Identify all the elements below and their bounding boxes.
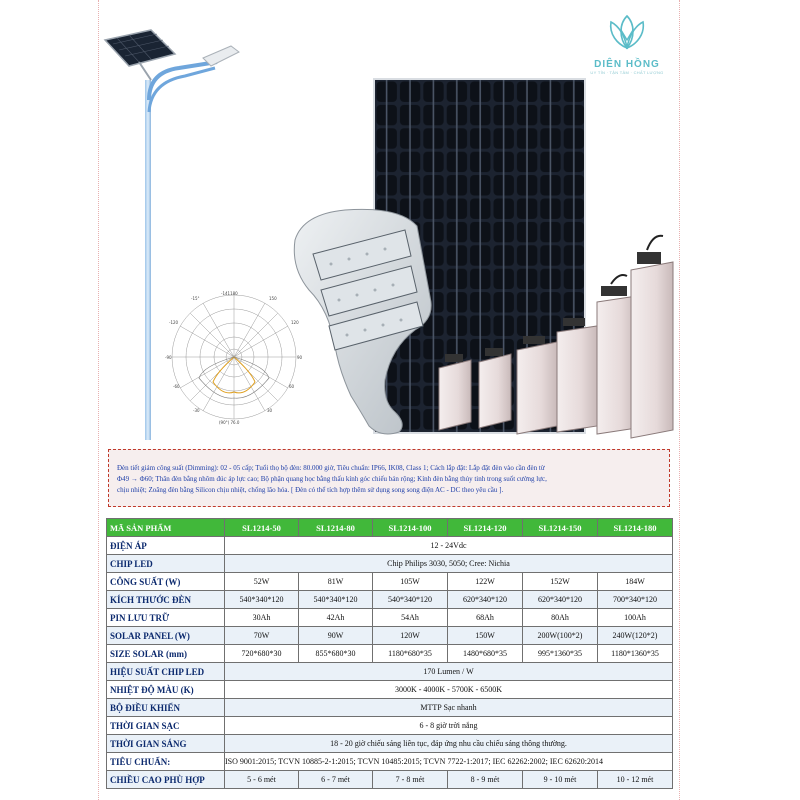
- row-label: ĐIỆN ÁP: [107, 537, 225, 555]
- row-cell: 68Ah: [448, 609, 523, 627]
- row-cell: 995*1360*35: [523, 645, 598, 663]
- row-cell: 1480*680*35: [448, 645, 523, 663]
- specification-table: [106, 518, 673, 789]
- polar-label: 150: [269, 296, 277, 301]
- row-cell: 540*340*120: [373, 591, 448, 609]
- row-cell: 1180*1360*35: [598, 645, 673, 663]
- row-cell: 184W: [598, 573, 673, 591]
- row-label: THỜI GIAN SÁNG: [107, 735, 225, 753]
- table-row: [107, 627, 673, 645]
- table-row: [107, 753, 673, 771]
- model-cell: SL1214-150: [523, 519, 598, 537]
- table-row: [107, 735, 673, 753]
- row-cell: 105W: [373, 573, 448, 591]
- row-label: HIỆU SUẤT CHIP LED: [107, 663, 225, 681]
- table-row: [107, 609, 673, 627]
- row-cell: 150W: [448, 627, 523, 645]
- polar-label: 60: [289, 384, 295, 389]
- row-cell: 540*340*120: [225, 591, 299, 609]
- polar-label: 30: [267, 408, 273, 413]
- row-cell: 152W: [523, 573, 598, 591]
- polar-label: 120: [291, 320, 299, 325]
- description-line: Φ49 → Φ60; Thân đèn bằng nhôm đúc áp lực cao; Bộ phận quang học bằng thấu kính góc chiếu bán rộng; Kính đèn bằng thủy tinh trong suốt cường lực,: [117, 475, 547, 483]
- solar-street-light-pole: [105, 30, 239, 440]
- catalog-page: [98, 0, 680, 800]
- row-cell: 5 - 6 mét: [225, 771, 299, 789]
- polar-label: -60: [173, 384, 180, 389]
- description-line: chịu nhiệt; Zoăng đèn bằng Silicon chịu nhiệt, chống lão hóa. [ Đèn có thể tích hợp thêm sử dụng song song điện AC - DC theo yêu cầu ].: [117, 486, 504, 494]
- row-value: 6 - 8 giờ trời nắng: [225, 717, 673, 735]
- row-cell: 80Ah: [523, 609, 598, 627]
- row-value: Chip Philips 3030, 5050; Cree: Nichia: [225, 555, 673, 573]
- row-cell: 720*680*30: [225, 645, 299, 663]
- model-cell: SL1214-80: [299, 519, 373, 537]
- polar-label: 90: [297, 355, 303, 360]
- row-cell: 620*340*120: [523, 591, 598, 609]
- row-cell: 52W: [225, 573, 299, 591]
- row-value: 18 - 20 giờ chiếu sáng liên tục, đáp ứng nhu cầu chiếu sáng thông thường.: [225, 735, 673, 753]
- row-cell: 9 - 10 mét: [523, 771, 598, 789]
- row-cell: 90W: [299, 627, 373, 645]
- table-row: [107, 645, 673, 663]
- table-row: [107, 537, 673, 555]
- lotus-logo-icon: [605, 12, 649, 52]
- brand-name: DIÊN HỒNG: [594, 59, 660, 70]
- row-cell: 240W(120*2): [598, 627, 673, 645]
- table-row: [107, 591, 673, 609]
- product-description: [108, 449, 670, 507]
- table-row: [107, 699, 673, 717]
- row-cell: 70W: [225, 627, 299, 645]
- polar-label: -90: [165, 355, 172, 360]
- brand-logo: [587, 12, 667, 75]
- row-label: SIZE SOLAR (mm): [107, 645, 225, 663]
- row-cell: 81W: [299, 573, 373, 591]
- row-label: CHIP LED: [107, 555, 225, 573]
- model-cell: SL1214-120: [448, 519, 523, 537]
- table-header-row: [107, 519, 673, 537]
- row-cell: 122W: [448, 573, 523, 591]
- row-cell: 8 - 9 mét: [448, 771, 523, 789]
- row-cell: 6 - 7 mét: [299, 771, 373, 789]
- row-cell: 700*340*120: [598, 591, 673, 609]
- model-cell: SL1214-180: [598, 519, 673, 537]
- row-cell: 620*340*120: [448, 591, 523, 609]
- header-label: MÃ SẢN PHẨM: [107, 519, 225, 537]
- row-label: TIÊU CHUẨN:: [107, 753, 225, 771]
- row-cell: 120W: [373, 627, 448, 645]
- row-cell: 42Ah: [299, 609, 373, 627]
- row-label: PIN LƯU TRỮ: [107, 609, 225, 627]
- table-row: [107, 573, 673, 591]
- polar-label: (90°) 76.0: [219, 420, 240, 425]
- row-value: MTTP Sạc nhanh: [225, 699, 673, 717]
- table-row: [107, 681, 673, 699]
- row-cell: 540*340*120: [299, 591, 373, 609]
- row-cell: 100Ah: [598, 609, 673, 627]
- model-cell: SL1214-50: [225, 519, 299, 537]
- table-row: [107, 555, 673, 573]
- row-label: CHIỀU CAO PHÙ HỢP: [107, 771, 225, 789]
- table-row: [107, 717, 673, 735]
- row-label: THỜI GIAN SẠC: [107, 717, 225, 735]
- row-cell: 10 - 12 mét: [598, 771, 673, 789]
- row-label: KÍCH THƯỚC ĐÈN: [107, 591, 225, 609]
- row-value: ISO 9001:2015; TCVN 10885-2-1:2015; TCVN 10485:2015; TCVN 7722-1:2017; IEC 62262:2002; IEC 62620:2014: [225, 753, 673, 771]
- polar-label: -30: [193, 408, 200, 413]
- row-cell: 54Ah: [373, 609, 448, 627]
- polar-label: -15°: [191, 296, 200, 301]
- row-cell: 200W(100*2): [523, 627, 598, 645]
- row-label: SOLAR PANEL (W): [107, 627, 225, 645]
- table-row: [107, 663, 673, 681]
- row-cell: 30Ah: [225, 609, 299, 627]
- description-line: Đèn tiết giảm công suất (Dimming): 02 - 05 cấp; Tuổi thọ bộ đèn: 80.000 giờ, Tiêu chuẩn: IP66, IK08, Class 1; Cách lắp đặt: Lắp đặt đèn vào cần đèn từ: [117, 464, 545, 472]
- svg-text:-141180: -141180: [221, 291, 238, 296]
- table-row: [107, 771, 673, 789]
- row-label: BỘ ĐIỀU KHIỂN: [107, 699, 225, 717]
- polar-label: -120: [169, 320, 179, 325]
- row-label: NHIỆT ĐỘ MÀU (K): [107, 681, 225, 699]
- row-value: 3000K - 4000K - 5700K - 6500K: [225, 681, 673, 699]
- row-cell: 855*680*30: [299, 645, 373, 663]
- row-label: CÔNG SUẤT (W): [107, 573, 225, 591]
- row-cell: 7 - 8 mét: [373, 771, 448, 789]
- row-cell: 1180*680*35: [373, 645, 448, 663]
- model-cell: SL1214-100: [373, 519, 448, 537]
- row-value: 170 Lumen / W: [225, 663, 673, 681]
- row-value: 12 - 24Vdc: [225, 537, 673, 555]
- photometric-polar-chart: [165, 291, 303, 425]
- brand-tagline: UY TÍN · TẬN TÂM · CHẤT LƯỢNG: [590, 70, 664, 75]
